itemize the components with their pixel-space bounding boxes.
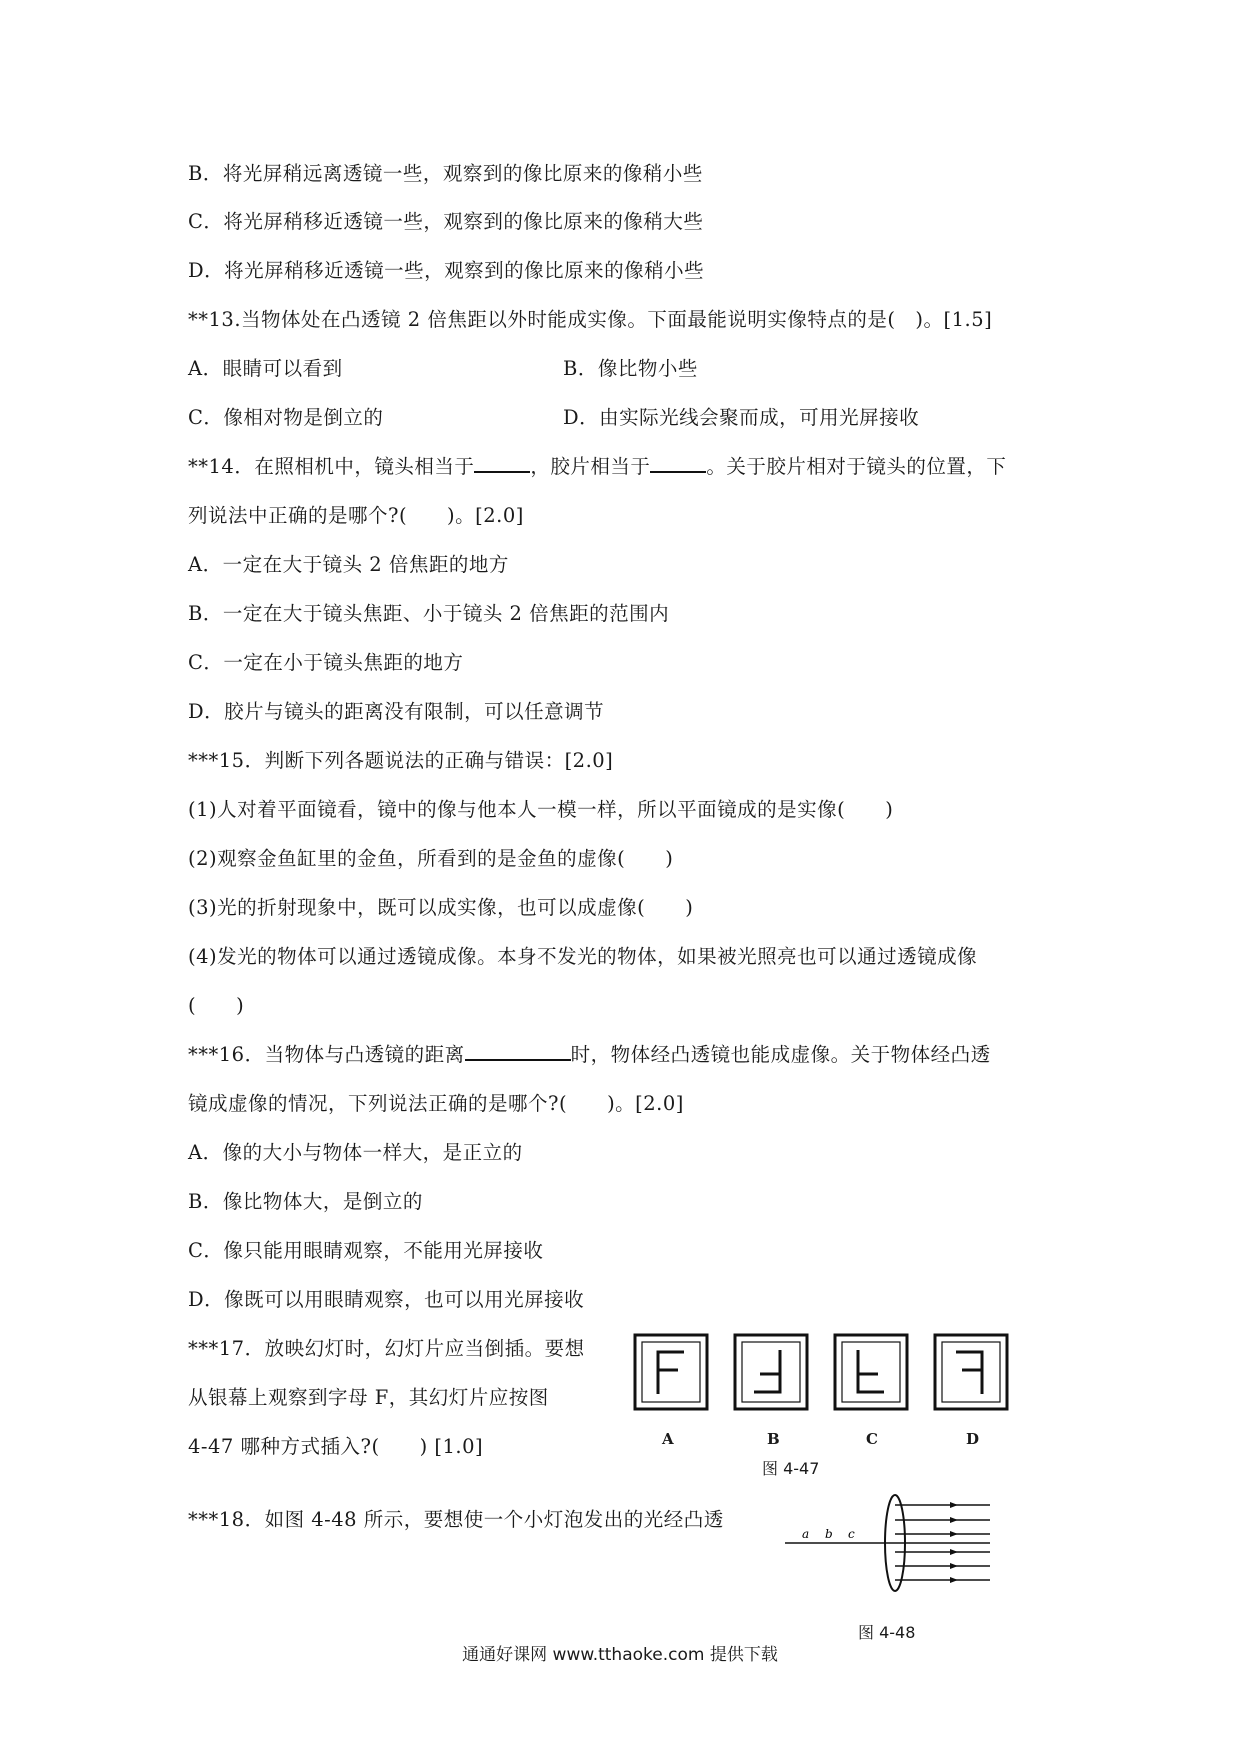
q16-stem-part1: ***16．当物体与凸透镜的距离 bbox=[188, 1043, 465, 1066]
q15-item-4-paren: ( ) bbox=[188, 994, 245, 1017]
q14-stem-part3: 。关于胶片相对于镜头的位置，下 bbox=[706, 455, 1007, 478]
q14-option-a: A．一定在大于镜头 2 倍焦距的地方 bbox=[188, 553, 509, 576]
fig447-caption: 图 4-47 bbox=[762, 1459, 820, 1478]
q16-stem-line2: 镜成虚像的情况，下列说法正确的是哪个?( )。[2.0] bbox=[188, 1092, 684, 1115]
q14-blank-1 bbox=[474, 453, 530, 473]
q15-stem: ***15．判断下列各题说法的正确与错误：[2.0] bbox=[188, 749, 614, 772]
q12-option-b: B．将光屏稍远离透镜一些，观察到的像比原来的像稍小些 bbox=[188, 162, 703, 185]
slide-c bbox=[835, 1335, 907, 1409]
point-b-label: b bbox=[825, 1527, 833, 1541]
q16-option-a: A．像的大小与物体一样大，是正立的 bbox=[188, 1141, 523, 1164]
q15-item-2: (2)观察金鱼缸里的金鱼，所看到的是金鱼的虚像( ) bbox=[188, 847, 674, 870]
q18-stem: ***18．如图 4-48 所示，要想使一个小灯泡发出的光经凸透 bbox=[188, 1508, 724, 1531]
q15-item-4: (4)发光的物体可以通过透镜成像。本身不发光的物体，如果被光照亮也可以通过透镜成像 bbox=[188, 945, 978, 968]
q14-option-d: D．胶片与镜头的距离没有限制，可以任意调节 bbox=[188, 700, 605, 723]
q16-stem bbox=[188, 1041, 991, 1069]
q12-option-c: C．将光屏稍移近透镜一些，观察到的像比原来的像稍大些 bbox=[188, 210, 704, 233]
slide-b bbox=[735, 1335, 807, 1409]
q13-option-a: A．眼睛可以看到 bbox=[188, 357, 343, 380]
q14-option-b: B．一定在大于镜头焦距、小于镜头 2 倍焦距的范围内 bbox=[188, 602, 670, 625]
fig447-label-c: C bbox=[866, 1430, 878, 1448]
q17-stem-line3: 4-47 哪种方式插入?( ) [1.0] bbox=[188, 1435, 484, 1458]
fig447-label-b: B bbox=[767, 1430, 780, 1448]
page-footer: 通通好课网 www.tthaoke.com 提供下载 bbox=[462, 1645, 778, 1665]
point-c-label: c bbox=[848, 1527, 855, 1541]
q16-option-c: C．像只能用眼睛观察，不能用光屏接收 bbox=[188, 1239, 544, 1262]
q14-stem-line2: 列说法中正确的是哪个?( )。[2.0] bbox=[188, 504, 524, 527]
slide-d bbox=[935, 1335, 1007, 1409]
q15-item-1: (1)人对着平面镜看，镜中的像与他本人一模一样，所以平面镜成的是实像( ) bbox=[188, 798, 894, 821]
q14-option-c: C．一定在小于镜头焦距的地方 bbox=[188, 651, 464, 674]
q14-stem-part2: ，胶片相当于 bbox=[530, 455, 651, 478]
point-a-label: a bbox=[802, 1527, 810, 1541]
figure-4-48 bbox=[780, 1490, 1000, 1600]
q17-stem-line1: ***17．放映幻灯时，幻灯片应当倒插。要想 bbox=[188, 1337, 585, 1360]
q16-blank bbox=[465, 1041, 571, 1061]
figure-4-47 bbox=[630, 1330, 1010, 1420]
q13-stem: **13.当物体处在凸透镜 2 倍焦距以外时能成实像。下面最能说明实像特点的是( )。[1.5] bbox=[188, 308, 993, 331]
q13-option-c: C．像相对物是倒立的 bbox=[188, 406, 384, 429]
slide-a bbox=[635, 1335, 707, 1409]
q17-stem-line2: 从银幕上观察到字母 F，其幻灯片应按图 bbox=[188, 1386, 549, 1409]
q13-option-b: B．像比物小些 bbox=[563, 357, 698, 380]
q16-option-d: D．像既可以用眼睛观察，也可以用光屏接收 bbox=[188, 1288, 585, 1311]
fig447-label-a: A bbox=[662, 1430, 674, 1448]
q16-stem-part2: 时，物体经凸透镜也能成虚像。关于物体经凸透 bbox=[570, 1043, 991, 1066]
q13-option-d: D．由实际光线会聚而成，可用光屏接收 bbox=[563, 406, 920, 429]
q14-blank-2 bbox=[650, 453, 706, 473]
fig447-label-d: D bbox=[966, 1430, 980, 1448]
q15-item-3: (3)光的折射现象中，既可以成实像，也可以成虚像( ) bbox=[188, 896, 694, 919]
q14-stem-part1: **14．在照相机中，镜头相当于 bbox=[188, 455, 475, 478]
fig448-caption: 图 4-48 bbox=[858, 1623, 916, 1642]
q16-option-b: B．像比物体大，是倒立的 bbox=[188, 1190, 423, 1213]
q12-option-d: D．将光屏稍移近透镜一些，观察到的像比原来的像稍小些 bbox=[188, 259, 705, 282]
q14-stem bbox=[188, 453, 1006, 481]
